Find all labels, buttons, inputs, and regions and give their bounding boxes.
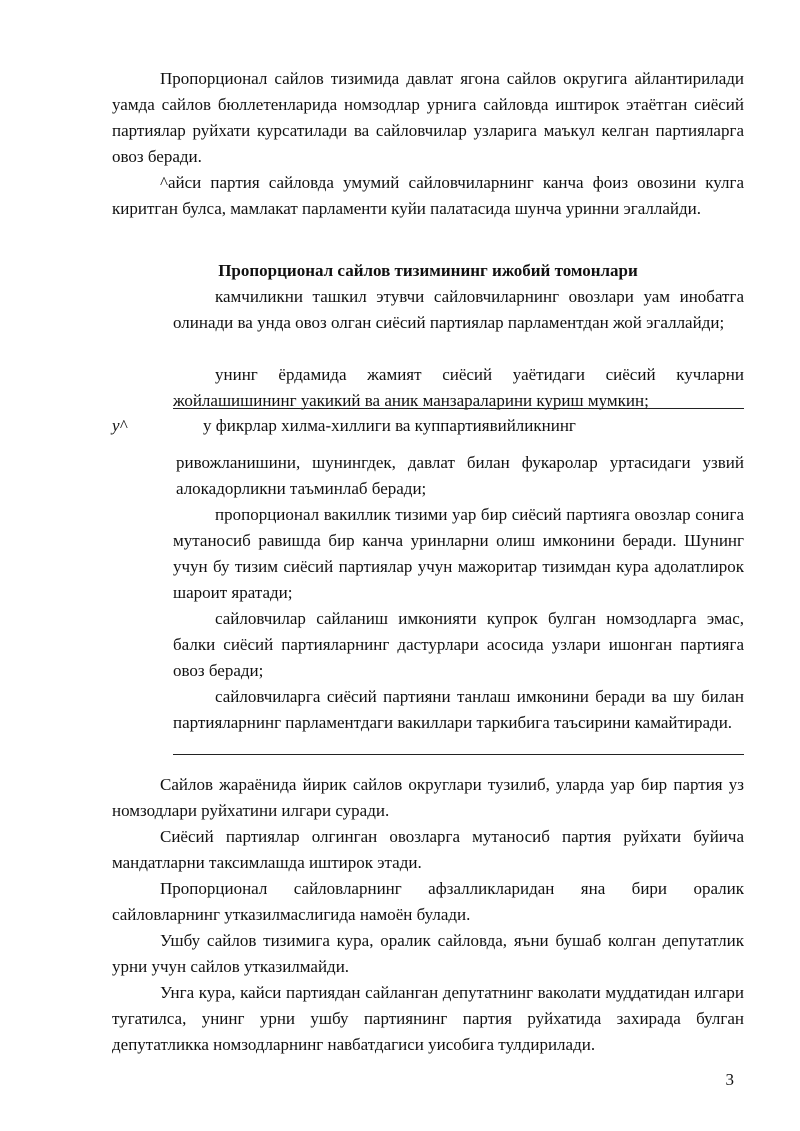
list-item: сайловчилар сайланиш имконияти купрок булган номзодларга эмас, балки сиёсий партияларнинг дастурлари асосида узлари ишонган партияга овоз беради; [173,609,744,680]
paragraph: Унга кура, кайси партиядан сайланган депутатнинг ваколати муддатидан илгари тугатилса, унинг урни ушбу партиянинг партия руйхатида захирада булган депутатликка номзодларнинг навбатдагиси уисобига тулдирилади. [112,983,744,1054]
paragraph-proportional-system: Пропорционал сайлов тизимида давлат ягона сайлов округига айлантирилади уамда сайлов бюллетенларида номзодлар урнига сайловда иштирок этаётган сиёсий партиялар руйхати курсатилади ва сайловчилар узларига маъкул келган партияларга овоз беради. [112,69,744,166]
list-item: сайловчиларга сиёсий партияни танлаш имконини беради ва шу билан партияларнинг парламентдаги вакиллари таркибига таъсирини камайтиради. [173,687,744,732]
margin-mark: у^ [112,416,127,435]
divider-line [173,754,744,755]
paragraph: Пропорционал сайловларнинг афзалликларидан яна бири оралик сайловларнинг утказилмаслигида намоён булади. [112,879,744,924]
list-item: ривожланишини, шунингдек, давлат билан фукаролар уртасидаги узвий алокадорликни таъминлаб беради; [176,453,744,498]
divider-line [173,408,744,409]
paragraph: Сайлов жараёнида йирик сайлов округлари тузилиб, уларда уар бир партия уз номзодлари руйхатини илгари суради. [112,775,744,820]
list-item-line: у фикрлар хилма-хиллиги ва куппартиявийликнинг [203,416,576,435]
paragraph-seat-share: ^айси партия сайловда умумий сайловчиларнинг канча фоиз овозини кулга киритган булса, мамлакат парламенти куйи палатасида шунча уринни эгаллайди. [112,173,744,218]
paragraph: Ушбу сайлов тизимига кура, оралик сайловда, яъни бушаб колган депутатлик урни учун сайлов утказилмайди. [112,931,744,976]
list-item: камчиликни ташкил этувчи сайловчиларнинг овозлари уам инобатга олинади ва унда овоз олган сиёсий партиялар парламентдан жой эгаллайди; [173,287,744,332]
paragraph: Сиёсий партиялар олгинган овозларга мутаносиб партия руйхати буйича мандатларни таксимлашда иштирок этади. [112,827,744,872]
page-number: 3 [725,1070,734,1089]
list-item: унинг ёрдамида жамият сиёсий уаётидаги сиёсий кучларни жойлашишининг уакикий ва аник манзараларини куриш мумкин; [173,365,744,410]
section-heading: Пропорционал сайлов тизимининг ижобий томонлари [218,261,638,280]
list-item: пропорционал вакиллик тизими уар бир сиёсий партияга овозлар сонига мутаносиб равишда бир канча уринларни олиш имконини беради. Шунинг учун бу тизим сиёсий партиялар учун мажоритар тизимдан кура адолатлирок шароит яратади; [173,505,744,602]
